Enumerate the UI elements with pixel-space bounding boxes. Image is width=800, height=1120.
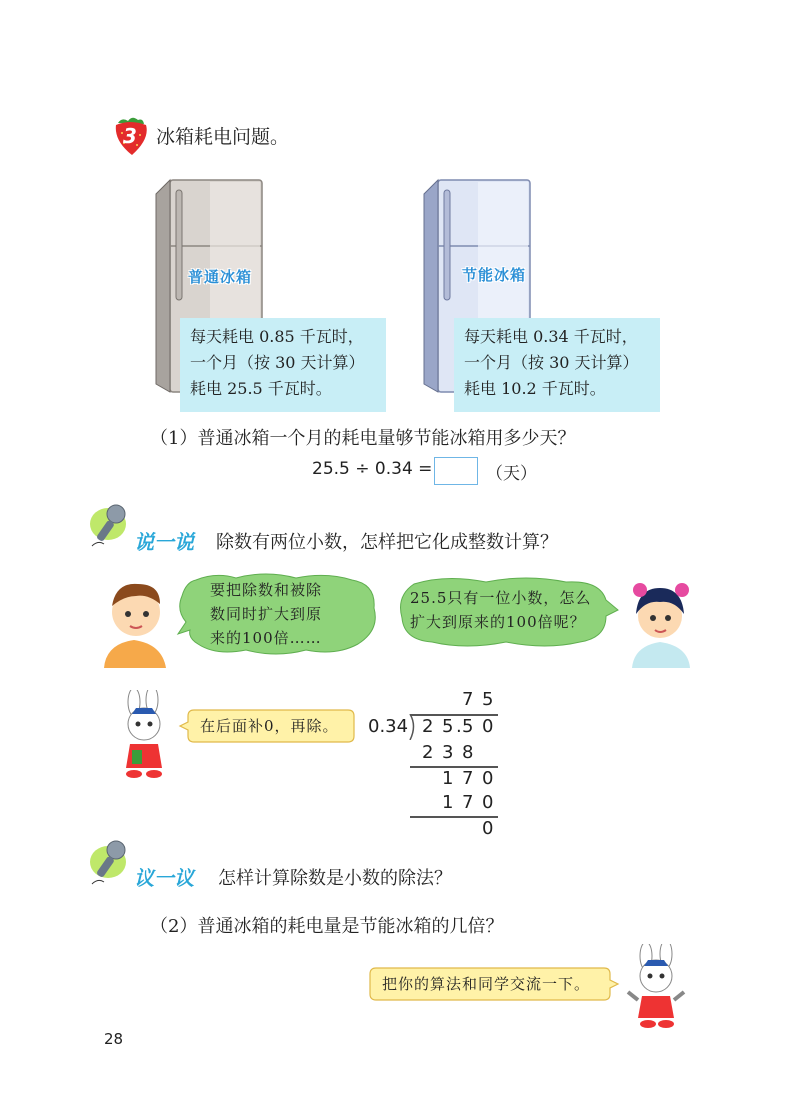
girl-character: [626, 574, 696, 668]
dividend-digit: .: [456, 716, 462, 737]
info-line: 耗电 10.2 千瓦时。: [464, 379, 606, 398]
rabbit-character-2: [624, 944, 690, 1030]
say-label: 说一说: [134, 530, 194, 554]
step-digit: 3: [442, 742, 454, 763]
division-bracket: [408, 714, 418, 740]
dividend-digit: 0: [482, 716, 494, 737]
problem-title: 冰箱耗电问题。: [156, 126, 290, 148]
discuss-prompt: 怎样计算除数是小数的除法？: [218, 868, 452, 889]
step-digit: 8: [462, 742, 474, 763]
boy-speech-bubble: [176, 572, 382, 656]
info-line: 每天耗电 0.85 千瓦时，: [190, 327, 364, 346]
girl-bubble-line: 扩大到原来的100倍呢？: [410, 613, 586, 631]
microphone-icon: [88, 502, 134, 552]
step-digit: 7: [462, 768, 474, 789]
dividend-digit: 2: [422, 716, 434, 737]
girl-bubble-line: 25.5只有一位小数，怎么: [410, 589, 592, 607]
discuss-label: 议一议: [134, 866, 194, 890]
regular-fridge-label: 普通冰箱: [188, 268, 253, 286]
step-digit: 0: [482, 792, 494, 813]
question-2: （2）普通冰箱的耗电量是节能冰箱的几倍？: [150, 916, 504, 937]
quotient-digit: 5: [482, 689, 494, 710]
step-digit: 7: [462, 792, 474, 813]
dividend-digit: 5: [442, 716, 454, 737]
energy-saving-fridge-label: 节能冰箱: [462, 266, 527, 284]
problem-number-badge: [110, 115, 150, 157]
rabbit-bubble-text: 在后面补0，再除。: [200, 717, 339, 735]
info-line: 一个月（按 30 天计算）: [190, 353, 365, 372]
remainder: 0: [482, 818, 494, 839]
boy-bubble-line: 来的100倍……: [210, 629, 322, 647]
boy-character: [98, 574, 172, 668]
divisor: 0.34: [368, 716, 409, 737]
info-line: 每天耗电 0.34 千瓦时，: [464, 327, 638, 346]
girl-speech-bubble: [396, 576, 620, 648]
step-digit: 0: [482, 768, 494, 789]
step-digit: 1: [442, 768, 454, 789]
say-prompt: 除数有两位小数，怎样把它化成整数计算？: [216, 532, 558, 553]
dividend-digit: 5: [462, 716, 474, 737]
answer-unit: （天）: [486, 464, 537, 484]
microphone-icon: [88, 836, 134, 890]
rabbit-speech-bubble-2: [368, 966, 620, 1002]
quotient-digit: 7: [462, 689, 474, 710]
step-digit: 1: [442, 792, 454, 813]
rabbit-speech-bubble: [178, 708, 356, 744]
boy-bubble-line: 要把除数和被除: [210, 581, 323, 599]
question-1: （1）普通冰箱一个月的耗电量够节能冰箱用多少天？: [150, 428, 576, 449]
boy-bubble-line: 数同时扩大到原: [210, 605, 323, 623]
step-digit: 2: [422, 742, 434, 763]
division-equation: 25.5 ÷ 0.34 =: [312, 459, 433, 479]
page-number: 28: [104, 1030, 124, 1048]
rabbit-bubble-text-2: 把你的算法和同学交流一下。: [382, 975, 591, 993]
problem-number: 3: [123, 124, 137, 148]
regular-fridge-info: [180, 318, 386, 412]
info-line: 耗电 25.5 千瓦时。: [190, 379, 332, 398]
info-line: 一个月（按 30 天计算）: [464, 353, 639, 372]
answer-box[interactable]: [434, 457, 478, 485]
energy-saving-fridge-info: [454, 318, 660, 412]
rabbit-character: [112, 690, 178, 780]
